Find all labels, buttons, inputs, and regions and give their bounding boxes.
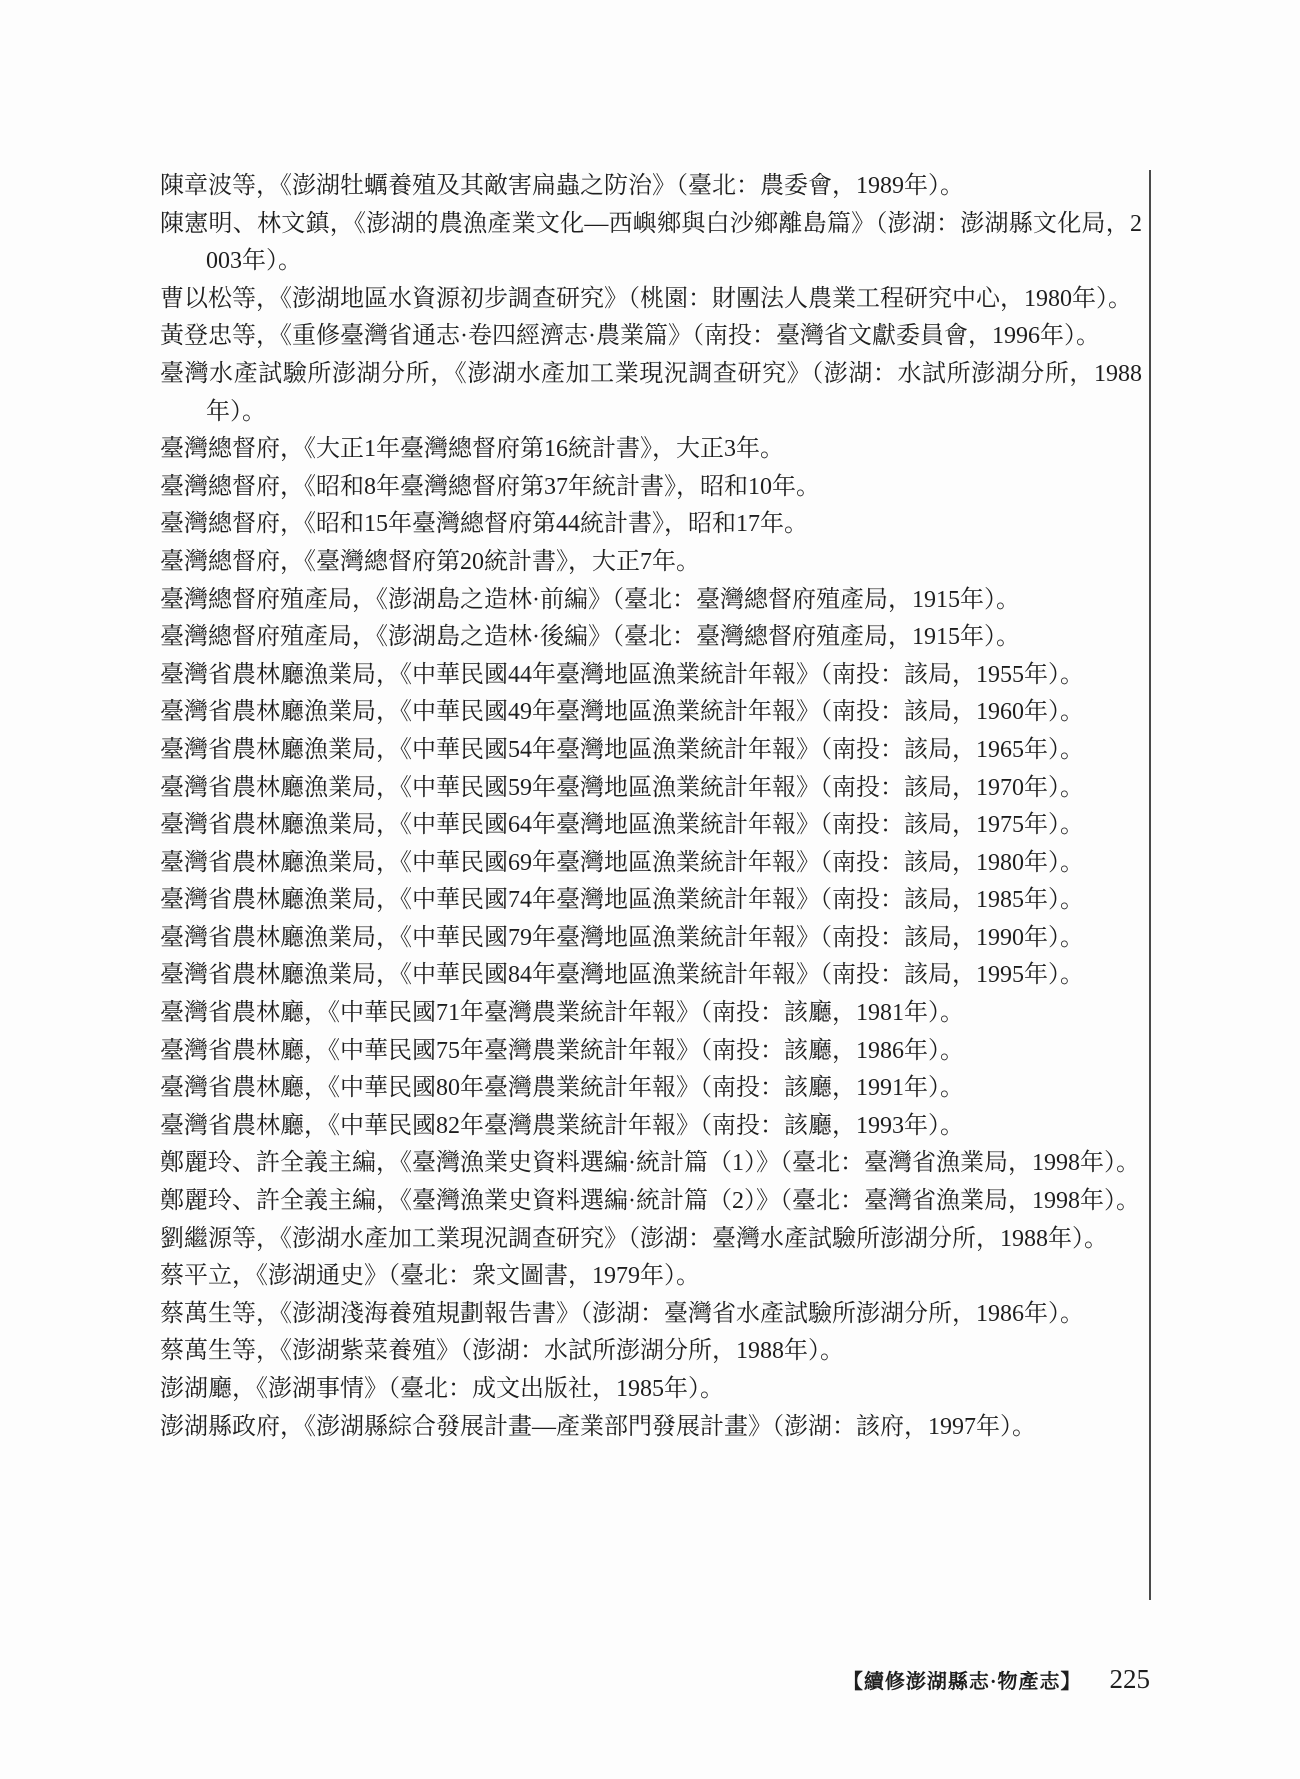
bibliography-entry: 臺灣省農林廳漁業局，《中華民國74年臺灣地區漁業統計年報》（南投：該局，1985年）。	[160, 887, 1084, 914]
bibliography-entry: 臺灣總督府，《大正1年臺灣總督府第16統計書》，大正3年。	[160, 436, 784, 463]
bibliography-entry: 臺灣總督府殖產局，《澎湖島之造林·前編》（臺北：臺灣總督府殖產局，1915年）。	[160, 586, 1020, 613]
bibliography-entry: 臺灣省農林廳漁業局，《中華民國84年臺灣地區漁業統計年報》（南投：該局，1995年）。	[160, 962, 1084, 989]
bibliography-entry: 臺灣總督府，《臺灣總督府第20統計書》，大正7年。	[160, 548, 700, 575]
page-number: 225	[1109, 1664, 1150, 1694]
bibliography-entry: 鄭麗玲、許全義主編，《臺灣漁業史資料選編·統計篇（2）》（臺北：臺灣省漁業局，1998年）。	[160, 1188, 1140, 1215]
bibliography-entry: 臺灣省農林廳，《中華民國71年臺灣農業統計年報》（南投：該廳，1981年）。	[160, 1000, 964, 1027]
bibliography-entry: 臺灣省農林廳，《中華民國75年臺灣農業統計年報》（南投：該廳，1986年）。	[160, 1037, 964, 1064]
bibliography-entry: 鄭麗玲、許全義主編，《臺灣漁業史資料選編·統計篇（1）》（臺北：臺灣省漁業局，1998年）。	[160, 1150, 1140, 1177]
bibliography-entry: 臺灣省農林廳漁業局，《中華民國79年臺灣地區漁業統計年報》（南投：該局，1990年）。	[160, 924, 1084, 951]
bibliography-entry: 臺灣總督府，《昭和15年臺灣總督府第44統計書》，昭和17年。	[160, 511, 808, 538]
bibliography-entry: 臺灣省農林廳漁業局，《中華民國54年臺灣地區漁業統計年報》（南投：該局，1965年）。	[160, 736, 1084, 763]
bibliography-entry: 蔡平立，《澎湖通史》（臺北：衆文圖書，1979年）。	[160, 1263, 700, 1290]
bibliography-entry: 臺灣省農林廳漁業局，《中華民國49年臺灣地區漁業統計年報》（南投：該局，1960年）。	[160, 699, 1084, 726]
bibliography-entry: 澎湖廳，《澎湖事情》（臺北：成文出版社，1985年）。	[160, 1376, 724, 1402]
bibliography-entry: 臺灣省農林廳漁業局，《中華民國64年臺灣地區漁業統計年報》（南投：該局，1975年）。	[160, 812, 1084, 839]
bibliography-entry: 臺灣總督府殖產局，《澎湖島之造林·後編》（臺北：臺灣總督府殖產局，1915年）。	[160, 624, 1020, 651]
bibliography-entry: 陳憲明、林文鎮，《澎湖的農漁產業文化—西嶼鄉與白沙鄉離島篇》（澎湖：澎湖縣文化局，2003年）。	[160, 210, 1142, 275]
page-footer	[843, 1664, 1150, 1695]
page-edge-rule	[1149, 170, 1151, 1600]
bibliography-list	[160, 168, 1142, 1446]
bibliography-entry: 臺灣省農林廳漁業局，《中華民國44年臺灣地區漁業統計年報》（南投：該局，1955年）。	[160, 661, 1084, 688]
bibliography-entry: 臺灣省農林廳，《中華民國80年臺灣農業統計年報》（南投：該廳，1991年）。	[160, 1075, 964, 1102]
bibliography-entry: 曹以松等，《澎湖地區水資源初步調查研究》（桃園：財團法人農業工程研究中心，1980年）。	[160, 285, 1132, 312]
running-title: 【續修澎湖縣志·物產志】	[842, 1671, 1082, 1693]
bibliography-entry: 蔡萬生等，《澎湖淺海養殖規劃報告書》（澎湖：臺灣省水產試驗所澎湖分所，1986年）。	[160, 1300, 1084, 1327]
bibliography-entry: 黃登忠等，《重修臺灣省通志·卷四經濟志·農業篇》（南投：臺灣省文獻委員會，1996年）。	[160, 323, 1100, 350]
bibliography-entry: 臺灣省農林廳，《中華民國82年臺灣農業統計年報》（南投：該廳，1993年）。	[160, 1112, 964, 1139]
bibliography-entry: 陳章波等，《澎湖牡蠣養殖及其敵害扁蟲之防治》（臺北：農委會，1989年）。	[160, 173, 964, 199]
bibliography-entry: 劉繼源等，《澎湖水產加工業現況調查研究》（澎湖：臺灣水產試驗所澎湖分所，1988年）。	[160, 1225, 1108, 1252]
bibliography-entry: 澎湖縣政府，《澎湖縣綜合發展計畫—產業部門發展計畫》（澎湖：該府，1997年）。	[160, 1413, 1036, 1440]
bibliography-entry: 蔡萬生等，《澎湖紫菜養殖》（澎湖：水試所澎湖分所，1988年）。	[160, 1338, 844, 1365]
bibliography-entry: 臺灣省農林廳漁業局，《中華民國59年臺灣地區漁業統計年報》（南投：該局，1970年）。	[160, 774, 1084, 801]
bibliography-entry: 臺灣省農林廳漁業局，《中華民國69年臺灣地區漁業統計年報》（南投：該局，1980年）。	[160, 849, 1084, 876]
bibliography-entry: 臺灣水產試驗所澎湖分所，《澎湖水產加工業現況調查研究》（澎湖：水試所澎湖分所，1988年）。	[160, 360, 1142, 425]
bibliography-entry: 臺灣總督府，《昭和8年臺灣總督府第37年統計書》，昭和10年。	[160, 473, 820, 500]
